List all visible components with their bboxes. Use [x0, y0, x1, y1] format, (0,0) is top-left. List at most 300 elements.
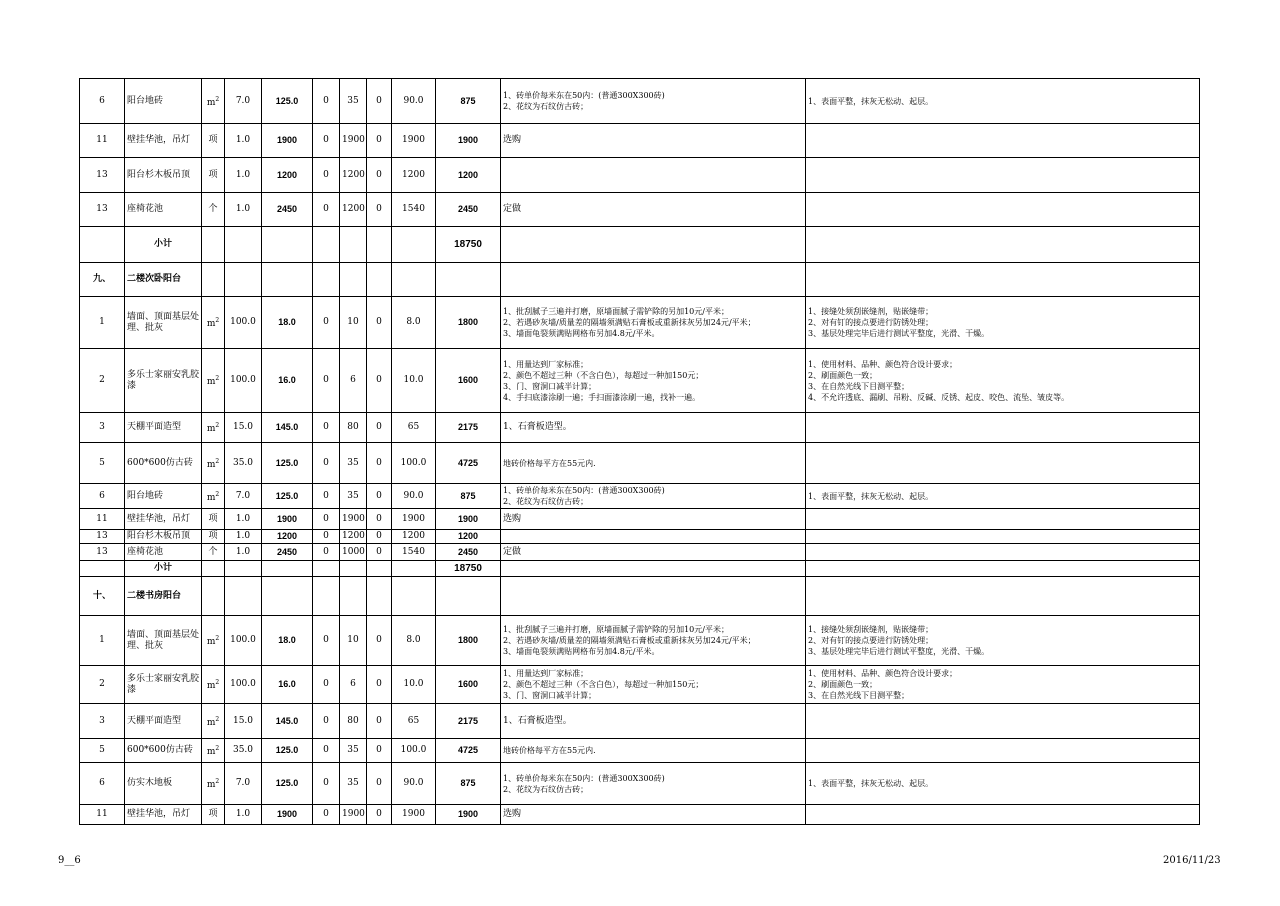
item-cost-3: 0 — [367, 544, 392, 561]
item-cost-1: 0 — [313, 297, 340, 349]
item-acceptance — [806, 763, 1200, 805]
note-line: 2、花纹为石纹仿古砖； — [503, 784, 589, 794]
item-unit — [202, 530, 225, 544]
item-cost-2: 10 — [340, 297, 367, 349]
item-cost-1: 0 — [313, 530, 340, 544]
item-unit — [202, 763, 225, 805]
acceptance-line: 1、表面平整，抹灰无松动、起层。 — [808, 491, 934, 501]
subtotal-value: 18750 — [436, 227, 501, 263]
item-cost-4: 100.0 — [392, 443, 436, 484]
subtotal-value: 18750 — [436, 561, 501, 577]
item-cost-4: 90.0 — [392, 763, 436, 805]
item-total: 1800 — [436, 297, 501, 349]
note-line: 2、花纹为石纹仿古砖； — [503, 497, 589, 506]
unit-superscript: 2 — [215, 490, 220, 498]
acceptance-line: 2、刷面颜色一致； — [808, 370, 878, 380]
item-cost-4: 1200 — [392, 158, 436, 193]
table-row — [80, 79, 1200, 124]
item-name: 仿实木地板 — [125, 763, 202, 805]
empty-cell — [806, 577, 1200, 616]
item-acceptance — [806, 349, 1200, 413]
empty-cell — [340, 227, 367, 263]
item-total: 1600 — [436, 349, 501, 413]
item-notes — [501, 443, 806, 484]
note-line: 1、砖单价每米东在50内：(普通300X300砖) — [503, 486, 665, 495]
acceptance-line: 2、对有钉的接点要进行防锈处理； — [808, 636, 934, 645]
acceptance-line: 1、使用材料、品种、颜色符合设计要求； — [808, 359, 958, 369]
item-name: 壁挂华池，吊灯 — [125, 509, 202, 530]
item-quantity: 1.0 — [225, 158, 262, 193]
unit-text: 个 — [208, 546, 218, 557]
acceptance-line: 2、刷面颜色一致； — [808, 680, 878, 689]
table-row — [80, 297, 1200, 349]
item-notes — [501, 805, 806, 825]
footer-page-number: 9__6 — [58, 855, 81, 866]
item-cost-3: 0 — [367, 297, 392, 349]
item-cost-1: 0 — [313, 158, 340, 193]
item-cost-3: 0 — [367, 484, 392, 509]
item-unit-price: 16.0 — [262, 349, 313, 413]
item-unit-price: 125.0 — [262, 79, 313, 124]
empty-cell — [202, 577, 225, 616]
item-cost-1: 0 — [313, 79, 340, 124]
subtotal-label: 小计 — [125, 561, 202, 577]
item-acceptance — [806, 616, 1200, 666]
item-unit — [202, 666, 225, 704]
item-acceptance — [806, 509, 1200, 530]
note-line: 选购 — [503, 809, 522, 819]
item-cost-3: 0 — [367, 124, 392, 158]
item-number: 3 — [80, 413, 125, 443]
item-cost-4: 100.0 — [392, 739, 436, 763]
unit-text: 项 — [208, 135, 218, 145]
item-cost-1: 0 — [313, 666, 340, 704]
item-acceptance — [806, 544, 1200, 561]
item-name: 多乐士家丽安乳胶漆 — [125, 349, 202, 413]
section-title: 二楼次卧阳台 — [125, 263, 202, 297]
item-number: 5 — [80, 739, 125, 763]
item-number: 11 — [80, 509, 125, 530]
item-unit — [202, 805, 225, 825]
table-row — [80, 666, 1200, 704]
note-line: 3、墙面龟裂须满贴网格布另加4.8元/平米。 — [503, 647, 660, 656]
item-unit-price: 145.0 — [262, 704, 313, 739]
unit-text: 项 — [208, 809, 218, 819]
item-quantity: 7.0 — [225, 763, 262, 805]
table-row — [80, 443, 1200, 484]
note-line: 1、用量达到厂家标准； — [503, 359, 589, 369]
item-cost-2: 1200 — [340, 530, 367, 544]
unit-text: m — [206, 377, 216, 387]
empty-cell — [806, 263, 1200, 297]
empty-cell — [392, 561, 436, 577]
note-line: 1、批刮腻子三遍并打磨，原墙面腻子需铲除的另加10元/平米； — [503, 625, 729, 634]
item-unit-price: 18.0 — [262, 297, 313, 349]
item-name: 阳台地砖 — [125, 79, 202, 124]
section-row — [80, 577, 1200, 616]
subtotal-label: 小计 — [125, 227, 202, 263]
acceptance-line: 1、接缝处须刮嵌缝剂，贴嵌缝带； — [808, 625, 934, 634]
item-cost-2: 80 — [340, 413, 367, 443]
item-cost-4: 10.0 — [392, 349, 436, 413]
unit-superscript: 2 — [215, 422, 220, 429]
item-total: 2175 — [436, 413, 501, 443]
item-unit — [202, 704, 225, 739]
item-number: 13 — [80, 530, 125, 544]
item-unit — [202, 158, 225, 193]
unit-superscript: 2 — [215, 95, 220, 103]
item-quantity: 7.0 — [225, 79, 262, 124]
item-cost-1: 0 — [313, 484, 340, 509]
note-line: 1、石膏板造型。 — [503, 422, 572, 432]
unit-superscript: 2 — [215, 679, 220, 686]
item-notes — [501, 544, 806, 561]
item-name: 阳台杉木板吊顶 — [125, 158, 202, 193]
item-total: 4725 — [436, 443, 501, 484]
subtotal-row — [80, 561, 1200, 577]
item-cost-2: 1200 — [340, 193, 367, 227]
item-unit — [202, 297, 225, 349]
item-cost-1: 0 — [313, 509, 340, 530]
unit-text: m — [206, 637, 216, 647]
unit-text: m — [206, 681, 216, 691]
table-row — [80, 704, 1200, 739]
item-quantity: 1.0 — [225, 544, 262, 561]
item-acceptance — [806, 530, 1200, 544]
item-quantity: 15.0 — [225, 704, 262, 739]
item-total: 2450 — [436, 544, 501, 561]
item-unit-price: 1200 — [262, 158, 313, 193]
item-total: 1800 — [436, 616, 501, 666]
empty-cell — [367, 263, 392, 297]
item-acceptance — [806, 739, 1200, 763]
item-cost-4: 1200 — [392, 530, 436, 544]
empty-cell — [501, 263, 806, 297]
empty-cell — [225, 263, 262, 297]
acceptance-line: 1、表面平整，抹灰无松动、起层。 — [808, 779, 934, 788]
item-total: 1600 — [436, 666, 501, 704]
unit-superscript: 2 — [215, 317, 220, 324]
item-notes — [501, 297, 806, 349]
note-line: 1、批刮腻子三遍并打磨，原墙面腻子需铲除的另加10元/平米； — [503, 307, 729, 316]
empty-cell — [340, 561, 367, 577]
item-notes — [501, 763, 806, 805]
item-cost-2: 6 — [340, 666, 367, 704]
item-unit-price: 125.0 — [262, 739, 313, 763]
unit-text: m — [206, 492, 216, 503]
empty-cell — [806, 561, 1200, 577]
item-cost-3: 0 — [367, 79, 392, 124]
item-number: 13 — [80, 193, 125, 227]
item-cost-3: 0 — [367, 509, 392, 530]
unit-text: 个 — [208, 204, 218, 214]
note-line: 3、门、窗洞口减半计算； — [503, 381, 597, 391]
unit-text: m — [206, 780, 216, 790]
item-cost-4: 1900 — [392, 124, 436, 158]
item-total: 4725 — [436, 739, 501, 763]
item-notes — [501, 616, 806, 666]
acceptance-line: 1、表面平整，抹灰无松动、起层。 — [808, 96, 934, 106]
section-title: 二楼书房阳台 — [125, 577, 202, 616]
item-total: 2450 — [436, 193, 501, 227]
item-cost-3: 0 — [367, 805, 392, 825]
item-number: 6 — [80, 763, 125, 805]
item-total: 1900 — [436, 509, 501, 530]
item-cost-3: 0 — [367, 443, 392, 484]
item-cost-3: 0 — [367, 704, 392, 739]
item-cost-1: 0 — [313, 616, 340, 666]
note-line: 1、用量达到厂家标准； — [503, 669, 589, 678]
note-line: 1、砖单价每米东在50内：(普通300X300砖) — [503, 773, 665, 783]
item-notes — [501, 193, 806, 227]
empty-cell — [340, 577, 367, 616]
empty-cell — [262, 577, 313, 616]
item-total: 875 — [436, 484, 501, 509]
note-line: 1、砖单价每米东在50内：(普通300X300砖) — [503, 91, 665, 100]
item-unit-price: 18.0 — [262, 616, 313, 666]
item-name: 天棚平面造型 — [125, 704, 202, 739]
item-acceptance — [806, 413, 1200, 443]
empty-cell — [262, 561, 313, 577]
item-cost-1: 0 — [313, 805, 340, 825]
unit-text: m — [206, 97, 216, 108]
item-number: 2 — [80, 666, 125, 704]
table-row — [80, 124, 1200, 158]
item-total: 875 — [436, 763, 501, 805]
item-cost-1: 0 — [313, 763, 340, 805]
item-name: 多乐士家丽安乳胶漆 — [125, 666, 202, 704]
acceptance-line: 3、基层处理完毕后进行测试平整度，光滑、干燥。 — [808, 329, 990, 338]
item-unit-price: 16.0 — [262, 666, 313, 704]
item-cost-2: 80 — [340, 704, 367, 739]
item-acceptance — [806, 297, 1200, 349]
acceptance-line: 3、在自然光线下目测平整； — [808, 381, 910, 391]
item-unit-price: 125.0 — [262, 763, 313, 805]
unit-text: 项 — [208, 531, 218, 541]
empty-cell — [392, 577, 436, 616]
item-quantity: 100.0 — [225, 297, 262, 349]
empty-cell — [225, 577, 262, 616]
acceptance-line: 2、对有钉的接点要进行防锈处理； — [808, 318, 934, 327]
unit-text: m — [206, 319, 216, 329]
section-number: 十、 — [80, 577, 125, 616]
table-row — [80, 763, 1200, 805]
item-cost-1: 0 — [313, 443, 340, 484]
acceptance-line: 4、不允许透底、漏刷、吊粉、反碱、反锈、起皮、咬色、流坠、皱皮等。 — [808, 392, 1070, 402]
item-unit-price: 1200 — [262, 530, 313, 544]
item-number: 1 — [80, 616, 125, 666]
item-cost-4: 1900 — [392, 805, 436, 825]
table-row — [80, 739, 1200, 763]
acceptance-line: 3、在自然光线下目测平整； — [808, 691, 910, 700]
item-cost-4: 10.0 — [392, 666, 436, 704]
note-line: 选购 — [503, 513, 522, 524]
item-name: 阳台杉木板吊顶 — [125, 530, 202, 544]
empty-cell — [392, 227, 436, 263]
table-row — [80, 413, 1200, 443]
note-line: 定做 — [503, 546, 522, 557]
item-unit-price: 125.0 — [262, 443, 313, 484]
unit-text: m — [206, 717, 216, 728]
item-notes — [501, 349, 806, 413]
item-acceptance — [806, 79, 1200, 124]
item-unit-price: 1900 — [262, 124, 313, 158]
item-acceptance — [806, 193, 1200, 227]
unit-superscript: 2 — [215, 778, 220, 785]
item-cost-1: 0 — [313, 124, 340, 158]
note-line: 2、若遇砂灰墙/质量差的隔墙须满贴石膏板或重新抹灰另加24元/平米； — [503, 636, 756, 645]
item-quantity: 100.0 — [225, 616, 262, 666]
subtotal-row — [80, 227, 1200, 263]
item-cost-2: 1000 — [340, 544, 367, 561]
unit-superscript: 2 — [215, 745, 220, 752]
item-acceptance — [806, 704, 1200, 739]
item-unit-price: 1900 — [262, 509, 313, 530]
item-cost-4: 90.0 — [392, 79, 436, 124]
item-quantity: 1.0 — [225, 530, 262, 544]
item-quantity: 35.0 — [225, 443, 262, 484]
item-unit — [202, 413, 225, 443]
item-notes — [501, 124, 806, 158]
item-quantity: 100.0 — [225, 666, 262, 704]
item-cost-3: 0 — [367, 616, 392, 666]
item-notes — [501, 704, 806, 739]
empty-cell — [436, 577, 501, 616]
item-notes — [501, 509, 806, 530]
empty-cell — [262, 263, 313, 297]
item-cost-2: 35 — [340, 443, 367, 484]
item-cost-1: 0 — [313, 193, 340, 227]
unit-superscript: 2 — [215, 375, 220, 382]
unit-superscript: 2 — [215, 715, 220, 723]
item-unit-price: 145.0 — [262, 413, 313, 443]
empty-cell — [313, 227, 340, 263]
item-total: 1200 — [436, 158, 501, 193]
item-name: 壁挂华池，吊灯 — [125, 124, 202, 158]
table-row — [80, 544, 1200, 561]
item-notes — [501, 413, 806, 443]
item-unit — [202, 739, 225, 763]
empty-cell — [501, 227, 806, 263]
empty-cell — [313, 263, 340, 297]
item-unit — [202, 544, 225, 561]
empty-cell — [202, 561, 225, 577]
table-row — [80, 484, 1200, 509]
item-cost-4: 8.0 — [392, 297, 436, 349]
item-quantity: 1.0 — [225, 509, 262, 530]
item-unit-price: 2450 — [262, 193, 313, 227]
item-quantity: 1.0 — [225, 805, 262, 825]
item-acceptance — [806, 805, 1200, 825]
item-acceptance — [806, 484, 1200, 509]
item-unit — [202, 124, 225, 158]
item-cost-2: 6 — [340, 349, 367, 413]
table-row — [80, 193, 1200, 227]
unit-text: 项 — [208, 513, 218, 524]
empty-cell — [501, 561, 806, 577]
empty-cell — [225, 561, 262, 577]
item-number: 6 — [80, 79, 125, 124]
item-number: 5 — [80, 443, 125, 484]
item-number: 6 — [80, 484, 125, 509]
empty-cell — [262, 227, 313, 263]
section-number: 九、 — [80, 263, 125, 297]
note-line: 地砖价格每平方在55元内. — [503, 458, 596, 468]
item-cost-3: 0 — [367, 413, 392, 443]
item-unit — [202, 193, 225, 227]
item-unit — [202, 349, 225, 413]
note-line: 选购 — [503, 135, 522, 145]
item-number: 11 — [80, 124, 125, 158]
table-row — [80, 616, 1200, 666]
item-unit — [202, 79, 225, 124]
item-number: 3 — [80, 704, 125, 739]
item-cost-2: 35 — [340, 763, 367, 805]
item-cost-4: 65 — [392, 413, 436, 443]
item-notes — [501, 739, 806, 763]
item-name: 座椅花池 — [125, 193, 202, 227]
item-acceptance — [806, 666, 1200, 704]
item-cost-2: 1900 — [340, 509, 367, 530]
item-acceptance — [806, 443, 1200, 484]
acceptance-line: 1、接缝处须刮嵌缝剂，贴嵌缝带； — [808, 307, 934, 316]
item-cost-2: 1200 — [340, 158, 367, 193]
table-row — [80, 349, 1200, 413]
item-unit — [202, 509, 225, 530]
acceptance-line: 3、基层处理完毕后进行测试平整度，光滑、干燥。 — [808, 647, 990, 656]
item-name: 墙面、顶面基层处理、批灰 — [125, 297, 202, 349]
item-quantity: 100.0 — [225, 349, 262, 413]
item-cost-2: 35 — [340, 739, 367, 763]
note-line: 2、颜色不超过三种（不含白色），每超过一种加150元； — [503, 370, 704, 380]
unit-text: m — [206, 424, 216, 434]
item-number: 2 — [80, 349, 125, 413]
empty-cell — [367, 227, 392, 263]
note-line: 地砖价格每平方在55元内. — [503, 746, 596, 755]
item-cost-1: 0 — [313, 739, 340, 763]
item-name: 天棚平面造型 — [125, 413, 202, 443]
item-cost-3: 0 — [367, 763, 392, 805]
item-unit — [202, 443, 225, 484]
empty-cell — [225, 227, 262, 263]
item-unit-price: 1900 — [262, 805, 313, 825]
item-number: 1 — [80, 297, 125, 349]
item-name: 壁挂华池，吊灯 — [125, 805, 202, 825]
empty-cell — [501, 577, 806, 616]
item-acceptance — [806, 124, 1200, 158]
empty-cell — [367, 561, 392, 577]
item-total: 875 — [436, 79, 501, 124]
item-notes — [501, 530, 806, 544]
item-cost-4: 1540 — [392, 193, 436, 227]
empty-cell — [202, 263, 225, 297]
item-cost-4: 65 — [392, 704, 436, 739]
item-total: 2175 — [436, 704, 501, 739]
item-unit — [202, 484, 225, 509]
table-row — [80, 509, 1200, 530]
empty-cell — [436, 263, 501, 297]
note-line: 1、石膏板造型。 — [503, 715, 572, 726]
item-cost-2: 1900 — [340, 124, 367, 158]
item-cost-4: 1900 — [392, 509, 436, 530]
item-number: 13 — [80, 158, 125, 193]
item-cost-4: 90.0 — [392, 484, 436, 509]
item-cost-3: 0 — [367, 739, 392, 763]
item-total: 1900 — [436, 124, 501, 158]
item-unit — [202, 616, 225, 666]
empty-cell — [313, 577, 340, 616]
empty-cell — [313, 561, 340, 577]
